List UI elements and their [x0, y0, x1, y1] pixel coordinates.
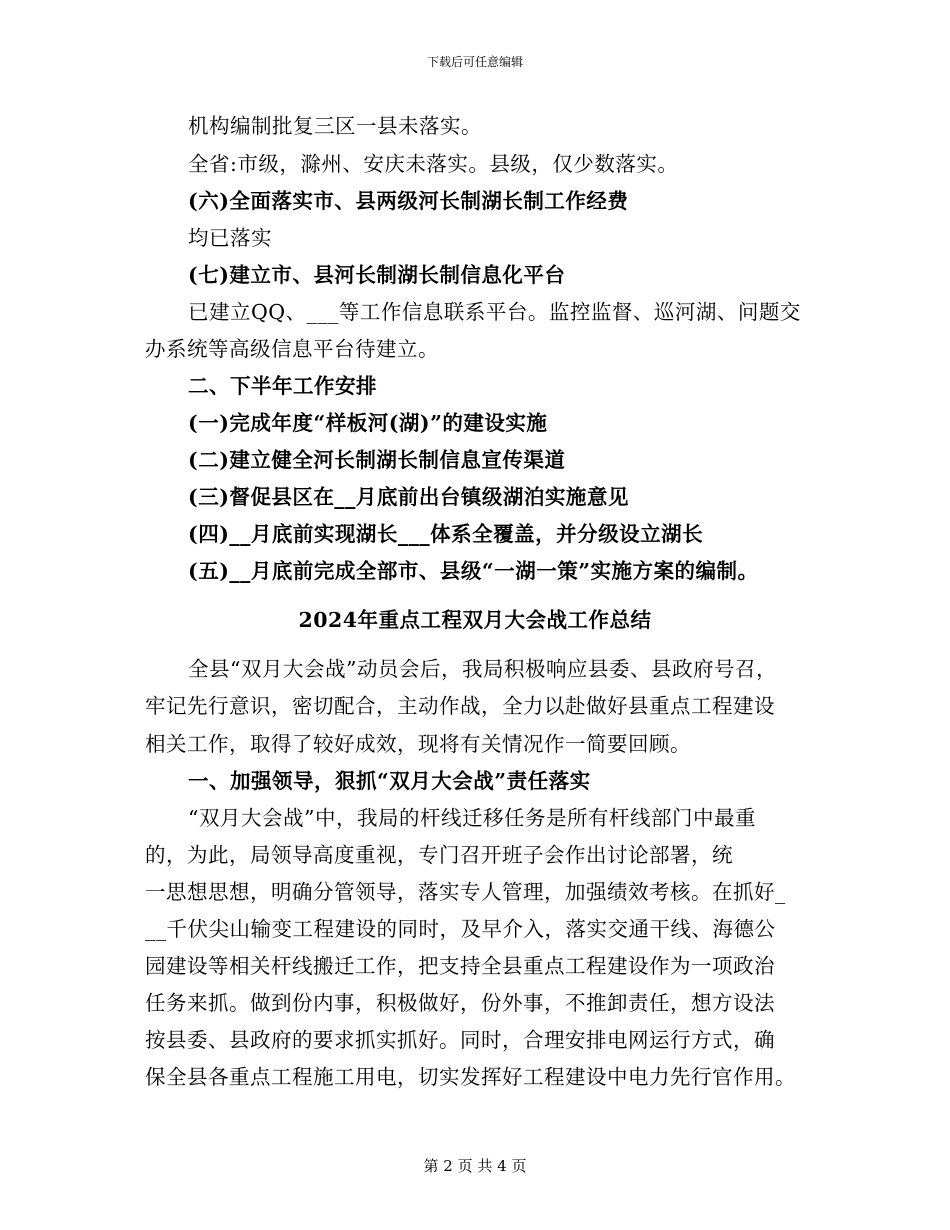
text-line: __千伏尖山输变工程建设的同时，及早介入，落实交通干线、海德公 [145, 917, 776, 941]
page-header: 下载后可任意编辑 [426, 55, 523, 69]
text-line: 按县委、县政府的要求抓实抓好。同时，合理安排电网运行方式，确 [145, 1028, 775, 1052]
text-line: 保全县各重点工程施工用电，切实发挥好工程建设中电力先行官作用。 [145, 1065, 796, 1089]
section-heading: (六)全面落实市、县两级河长制湖长制工作经费 [188, 189, 629, 213]
text-line: 办系统等高级信息平台待建立。 [145, 337, 439, 361]
section-heading: (五)__月底前完成全部市、县级“一湖一策”实施方案的编制。 [188, 559, 759, 583]
section-heading: (七)建立市、县河长制湖长制信息化平台 [188, 263, 566, 287]
text-line: 全省:市级，滁州、安庆未落实。县级，仅少数落实。 [188, 152, 679, 176]
text-line: 均已落实 [188, 226, 272, 250]
page-footer: 第 2 页 共 4 页 [423, 1157, 527, 1175]
section-heading: (一)完成年度“样板河(湖)”的建设实施 [188, 411, 548, 435]
text-line: 相关工作，取得了较好成效，现将有关情况作一简要回顾。 [145, 732, 691, 756]
text-line: 的，为此，局领导高度重视，专门召开班子会作出讨论部署，统 [145, 843, 733, 867]
section-heading: (三)督促县区在__月底前出台镇级湖泊实施意见 [188, 485, 629, 509]
text-line: 一思想思想，明确分管领导，落实专人管理，加强绩效考核。在抓好_ [145, 880, 786, 904]
text-line: 牢记先行意识，密切配合，主动作战，全力以赴做好县重点工程建设 [145, 694, 775, 718]
section-heading: (二)建立健全河长制湖长制信息宣传渠道 [188, 448, 566, 472]
text-line: 全县“双月大会战”动员会后，我局积极响应县委、县政府号召， [188, 657, 777, 681]
text-line: 机构编制批复三区一县未落实。 [188, 114, 482, 138]
text-line: “双月大会战”中，我局的杆线迁移任务是所有杆线部门中最重 [188, 806, 756, 830]
document-title: 2024年重点工程双月大会战工作总结 [298, 608, 652, 632]
text-line: 园建设等相关杆线搬迁工作，把支持全县重点工程建设作为一项政治 [145, 954, 775, 978]
text-line: 任务来抓。做到份内事，积极做好，份外事，不推卸责任，想方设法 [145, 991, 775, 1015]
text-line: 已建立QQ、___等工作信息联系平台。监控监督、巡河湖、问题交 [188, 300, 801, 324]
section-heading: (四)__月底前实现湖长___体系全覆盖，并分级设立湖长 [188, 522, 704, 546]
section-heading: 二、下半年工作安排 [188, 374, 377, 398]
section-heading: 一、加强领导，狠抓“双月大会战”责任落实 [188, 769, 591, 793]
